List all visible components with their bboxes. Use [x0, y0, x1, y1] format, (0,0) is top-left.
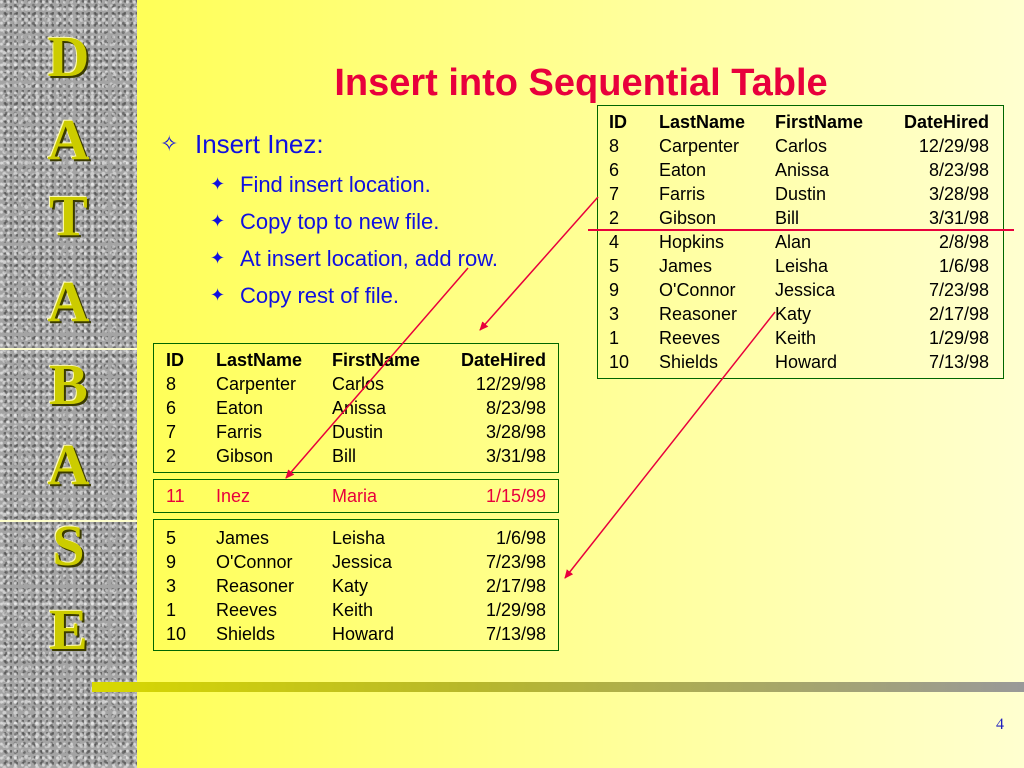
- cell-datehired: 1/6/98: [495, 528, 546, 548]
- cell-id: 4: [609, 232, 620, 252]
- slide-title: Insert into Sequential Table: [334, 62, 828, 104]
- sidebar-letter: E: [49, 597, 88, 662]
- cell-id: 7: [166, 422, 177, 442]
- cell-lastname: Hopkins: [659, 232, 725, 252]
- cell-datehired: 8/23/98: [485, 398, 546, 418]
- cell-datehired: 7/13/98: [485, 624, 546, 644]
- cell-firstname: Howard: [775, 352, 838, 372]
- bullet-sub-text: Find insert location.: [240, 172, 431, 197]
- sidebar-letter: B: [49, 352, 88, 417]
- cell-firstname: Keith: [775, 328, 817, 348]
- cell-id: 10: [609, 352, 630, 372]
- sidebar-letter: S: [52, 513, 85, 578]
- star-icon: ✦: [210, 211, 226, 231]
- cell-datehired: 7/13/98: [928, 352, 989, 372]
- cell-lastname: James: [659, 256, 713, 276]
- cell-firstname: Leisha: [775, 256, 829, 276]
- header-id: ID: [609, 112, 627, 132]
- bullet-main-text: Insert Inez:: [195, 129, 324, 159]
- header-firstname: FirstName: [332, 350, 421, 370]
- cell-id: 10: [166, 624, 187, 644]
- cell-datehired: 12/29/98: [918, 136, 989, 156]
- cell-id: 6: [166, 398, 177, 418]
- cell-firstname: Katy: [775, 304, 812, 324]
- cell-lastname: Inez: [216, 486, 251, 506]
- cell-datehired: 3/28/98: [928, 184, 989, 204]
- cell-id: 8: [166, 374, 177, 394]
- cell-id: 2: [609, 208, 620, 228]
- copy-rest-arrow: [565, 312, 775, 578]
- cell-datehired: 7/23/98: [485, 552, 546, 572]
- cell-id: 1: [166, 600, 177, 620]
- cell-datehired: 12/29/98: [475, 374, 546, 394]
- cell-lastname: Eaton: [216, 398, 264, 418]
- cell-datehired: 2/17/98: [928, 304, 989, 324]
- cell-lastname: Carpenter: [659, 136, 740, 156]
- header-datehired: DateHired: [460, 350, 546, 370]
- cell-datehired: 2/17/98: [485, 576, 546, 596]
- cell-id: 2: [166, 446, 177, 466]
- cell-lastname: Reeves: [659, 328, 721, 348]
- star-outline-icon: ✧: [160, 131, 179, 156]
- cell-lastname: Shields: [216, 624, 276, 644]
- cell-firstname: Jessica: [332, 552, 393, 572]
- cell-datehired: 3/31/98: [928, 208, 989, 228]
- bullet-sub-text: Copy top to new file.: [240, 209, 440, 234]
- sidebar-letter: A: [47, 432, 90, 497]
- bottom-accent-bar: [92, 682, 1024, 692]
- cell-lastname: Eaton: [659, 160, 707, 180]
- cell-datehired: 1/29/98: [485, 600, 546, 620]
- bullet-sub-text: At insert location, add row.: [240, 246, 499, 271]
- cell-datehired: 1/15/99: [485, 486, 546, 506]
- star-icon: ✦: [210, 174, 226, 194]
- cell-firstname: Bill: [332, 446, 357, 466]
- add-row-arrow: [286, 268, 468, 478]
- cell-firstname: Jessica: [775, 280, 836, 300]
- star-icon: ✦: [210, 248, 226, 268]
- cell-lastname: O'Connor: [216, 552, 293, 572]
- cell-lastname: James: [216, 528, 270, 548]
- cell-firstname: Katy: [332, 576, 369, 596]
- cell-firstname: Alan: [775, 232, 812, 252]
- cell-id: 9: [609, 280, 620, 300]
- cell-datehired: 2/8/98: [938, 232, 989, 252]
- cell-datehired: 7/23/98: [928, 280, 989, 300]
- cell-id: 1: [609, 328, 620, 348]
- sidebar-letter: D: [47, 24, 90, 89]
- cell-lastname: Shields: [659, 352, 719, 372]
- cell-lastname: Gibson: [659, 208, 717, 228]
- cell-datehired: 8/23/98: [928, 160, 989, 180]
- cell-datehired: 3/31/98: [485, 446, 546, 466]
- sidebar-letter: T: [49, 183, 88, 248]
- header-lastname: LastName: [659, 112, 746, 132]
- header-id: ID: [166, 350, 184, 370]
- cell-datehired: 1/6/98: [938, 256, 989, 276]
- bullet-sub-text: Copy rest of file.: [240, 283, 399, 308]
- cell-firstname: Anissa: [332, 398, 387, 418]
- cell-lastname: Reeves: [216, 600, 278, 620]
- header-lastname: LastName: [216, 350, 303, 370]
- cell-firstname: Carlos: [775, 136, 828, 156]
- cell-lastname: Farris: [216, 422, 262, 442]
- cell-firstname: Anissa: [775, 160, 830, 180]
- cell-firstname: Bill: [775, 208, 800, 228]
- cell-id: 6: [609, 160, 620, 180]
- star-icon: ✦: [210, 285, 226, 305]
- page-number: 4: [996, 716, 1004, 733]
- sidebar-letter: A: [47, 269, 90, 334]
- cell-id: 5: [609, 256, 620, 276]
- cell-id: 3: [166, 576, 177, 596]
- header-firstname: FirstName: [775, 112, 864, 132]
- cell-firstname: Leisha: [332, 528, 386, 548]
- cell-id: 3: [609, 304, 620, 324]
- sidebar-letter: A: [47, 107, 90, 172]
- header-datehired: DateHired: [903, 112, 989, 132]
- cell-firstname: Howard: [332, 624, 395, 644]
- cell-firstname: Keith: [332, 600, 374, 620]
- cell-id: 5: [166, 528, 177, 548]
- cell-lastname: Gibson: [216, 446, 274, 466]
- cell-datehired: 3/28/98: [485, 422, 546, 442]
- copy-top-arrow: [480, 197, 598, 330]
- cell-firstname: Dustin: [775, 184, 827, 204]
- cell-lastname: Farris: [659, 184, 705, 204]
- cell-id: 7: [609, 184, 620, 204]
- cell-id: 11: [166, 486, 185, 506]
- cell-firstname: Maria: [332, 486, 378, 506]
- cell-id: 8: [609, 136, 620, 156]
- cell-lastname: Carpenter: [216, 374, 297, 394]
- cell-lastname: O'Connor: [659, 280, 736, 300]
- cell-firstname: Dustin: [332, 422, 384, 442]
- cell-firstname: Carlos: [332, 374, 385, 394]
- cell-datehired: 1/29/98: [928, 328, 989, 348]
- cell-lastname: Reasoner: [659, 304, 738, 324]
- cell-id: 9: [166, 552, 177, 572]
- cell-lastname: Reasoner: [216, 576, 295, 596]
